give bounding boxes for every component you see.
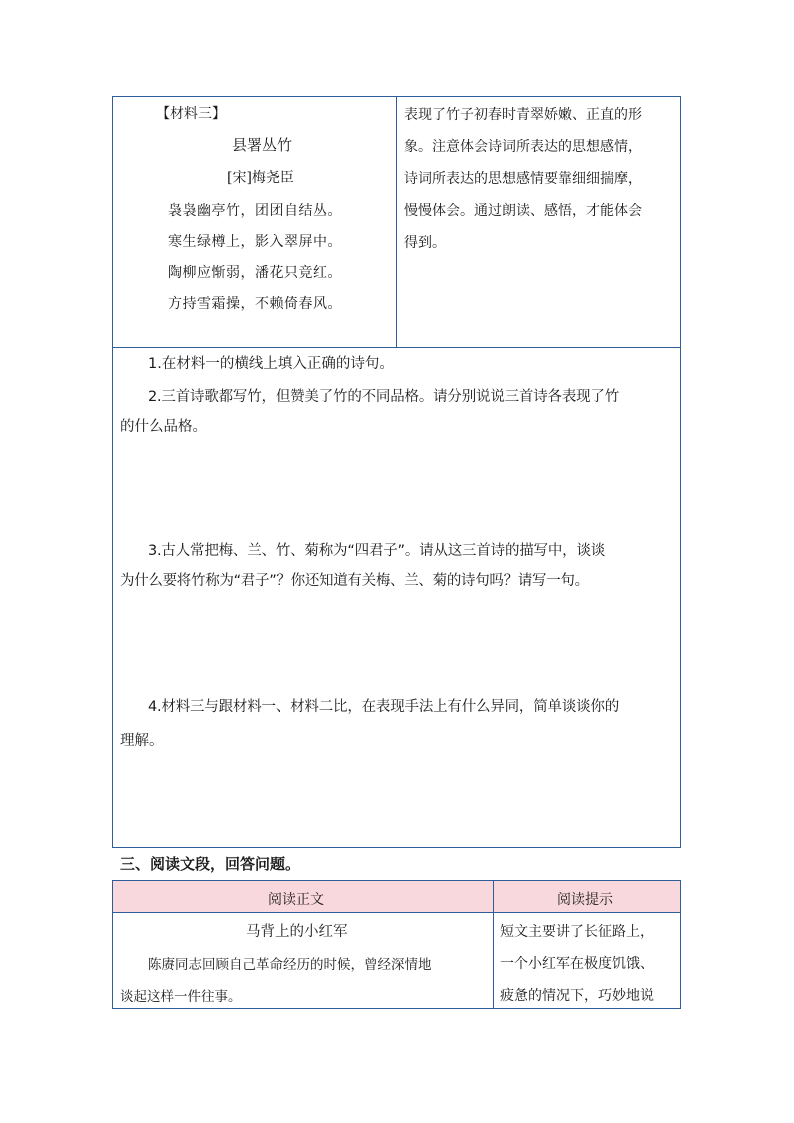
hint-line-4: 慢慢体会。通过朗读、感悟，才能体会: [404, 203, 642, 219]
table-divider-vertical: [493, 880, 494, 1009]
question-2-line-1: 2.三首诗歌都写竹，但赞美了竹的不同品格。请分别说说三首诗各表现了竹: [148, 389, 620, 405]
question-4-line-2: 理解。: [120, 733, 164, 749]
header-reading-text: 阅读正文: [268, 892, 324, 908]
hint-line-1: 表现了竹子初春时青翠娇嫩、正直的形: [404, 107, 642, 123]
hint-line-2: 象。注意体会诗词所表达的思想感情，: [404, 139, 642, 155]
header-reading-hint: 阅读提示: [557, 892, 613, 908]
question-1: 1.在材料一的横线上填入正确的诗句。: [148, 356, 394, 372]
question-3-line-2: 为什么要将竹称为“君子”？你还知道有关梅、兰、菊的诗句吗？请写一句。: [120, 573, 589, 589]
poem-line-1: 袅袅幽亭竹，团团自结丛。: [168, 203, 342, 219]
table-divider-horizontal: [112, 912, 681, 913]
table-divider-vertical: [396, 96, 397, 348]
story-hint-line-1: 短文主要讲了长征路上，: [500, 924, 654, 940]
hint-line-5: 得到。: [404, 235, 446, 251]
poem-author: [宋]梅尧臣: [227, 170, 294, 186]
question-2-line-2: 的什么品格。: [120, 419, 207, 435]
hint-line-3: 诗词所表达的思想感情要靠细细揣摩，: [404, 171, 642, 187]
question-3-line-1: 3.古人常把梅、兰、竹、菊称为“四君子”。请从这三首诗的描写中，谈谈: [148, 543, 606, 559]
story-line-2: 谈起这样一件往事。: [120, 989, 242, 1005]
poem-line-4: 方持雪霜操，不赖倚春风。: [168, 296, 342, 312]
poem-title: 县署丛竹: [232, 136, 293, 154]
story-line-1: 陈赓同志回顾自己革命经历的时候，曾经深情地: [148, 957, 432, 973]
story-title: 马背上的小红军: [246, 924, 348, 940]
material-label: 【材料三】: [156, 106, 226, 122]
story-hint-line-2: 一个小红军在极度饥饿、: [500, 956, 654, 972]
section-title: 三、阅读文段，回答问题。: [120, 855, 301, 873]
poem-line-3: 陶柳应惭弱，潘花只竞红。: [168, 265, 342, 281]
question-4-line-1: 4.材料三与跟材料一、材料二比，在表现手法上有什么异同，简单谈谈你的: [148, 699, 620, 715]
poem-line-2: 寒生绿樽上，影入翠屏中。: [168, 234, 342, 250]
table-divider-horizontal: [112, 347, 681, 348]
story-hint-line-3: 疲惫的情况下，巧妙地说: [500, 988, 654, 1004]
